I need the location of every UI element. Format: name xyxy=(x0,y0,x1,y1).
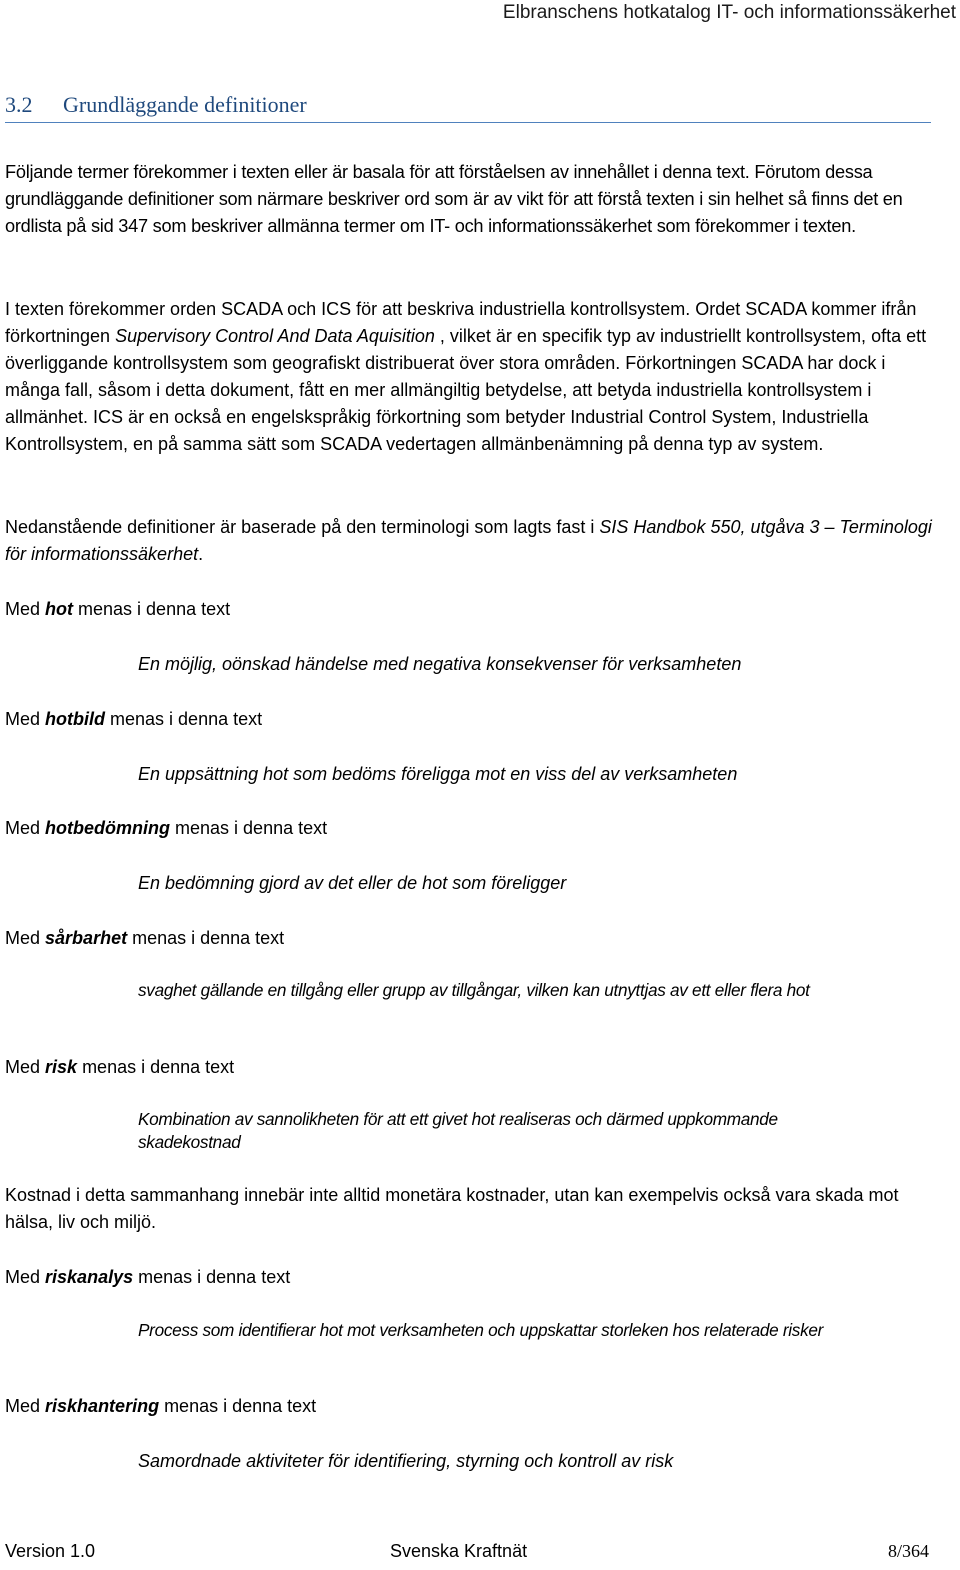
term-prefix: Med xyxy=(5,1267,46,1287)
term-sarbarhet: sårbarhet xyxy=(45,928,128,948)
basis-end: . xyxy=(198,544,204,564)
definition-sarbarhet: svaghet gällande en tillgång eller grupp av tillgångar, vilken kan utnyttjas av ett eller flera hot xyxy=(138,980,810,1000)
footer-page-number: 8/364 xyxy=(887,1541,929,1561)
term-prefix: Med xyxy=(5,599,46,619)
term-hotbedomning: hotbedömning xyxy=(45,818,171,838)
term-suffix: menas i denna text xyxy=(133,1267,291,1287)
term-line-hotbedomning xyxy=(5,815,327,842)
basis-text: Nedanstående definitioner är baserade på den terminologi som lagts fast i xyxy=(5,517,600,537)
term-hot: hot xyxy=(45,599,74,619)
term-suffix: menas i denna text xyxy=(127,928,285,948)
term-line-risk xyxy=(5,1054,234,1081)
definition-riskanalys: Process som identifierar hot mot verksamheten och uppskattar storleken hos relaterade risker xyxy=(138,1320,824,1340)
definition-hotbedomning: En bedömning gjord av det eller de hot som föreligger xyxy=(138,873,567,893)
term-suffix: menas i denna text xyxy=(170,818,328,838)
term-suffix: menas i denna text xyxy=(105,709,263,729)
definition-riskhantering: Samordnade aktiviteter för identifiering, styrning och kontroll av risk xyxy=(138,1451,674,1471)
term-suffix: menas i denna text xyxy=(77,1057,235,1077)
term-prefix: Med xyxy=(5,818,46,838)
footer-organization: Svenska Kraftnät xyxy=(390,1541,528,1561)
term-line-riskhantering xyxy=(5,1393,316,1420)
kostnad-paragraph: Kostnad i detta sammanhang innebär inte alltid monetära kostnader, utan kan exempelvis också vara skada mot hälsa, liv och miljö. xyxy=(5,1185,899,1232)
term-risk: risk xyxy=(45,1057,78,1077)
definition-hotbild: En uppsättning hot som bedöms föreligga mot en viss del av verksamheten xyxy=(138,764,738,784)
term-line-hot xyxy=(5,596,230,623)
term-riskanalys: riskanalys xyxy=(45,1267,134,1287)
term-prefix: Med xyxy=(5,1396,46,1416)
term-suffix: menas i denna text xyxy=(73,599,231,619)
scada-paragraph xyxy=(5,296,933,458)
scada-text-end: , vilket är en specifik typ av industriellt kontrollsystem, ofta ett överliggande kontrollsystem som geografiskt distribuerat över stora områden. Förkortningen SCADA har dock i många fall, såsom i detta dokument, fått en mer allmängiltig betydelse, att betyda industriella kontrollsystem i allmänhet. ICS är en också en engelskspråkig förkortning som betyder Industrial Control System, Industriella Kontrollsystem, en på samma sätt som SCADA vedertagen allmänbenämning på denna typ av system. xyxy=(5,326,927,454)
term-line-riskanalys xyxy=(5,1264,290,1291)
term-prefix: Med xyxy=(5,928,46,948)
term-hotbild: hotbild xyxy=(45,709,106,729)
definition-hot: En möjlig, oönskad händelse med negativa konsekvenser för verksamheten xyxy=(138,654,742,674)
intro-paragraph: Följande termer förekommer i texten eller är basala för att förståelsen av innehållet i denna text. Förutom dessa grundläggande definitioner som närmare beskriver ord som är av vikt för att förstå texten i sin helhet så finns det en ordlista på sid 347 som beskriver allmänna termer om IT- och informationssäkerhet som förekommer i texten. xyxy=(5,162,903,236)
section-number: 3.2 xyxy=(5,92,33,117)
term-line-sarbarhet xyxy=(5,925,284,952)
section-heading xyxy=(5,92,307,118)
scada-text-start: I texten förekommer orden SCADA och ICS för att beskriva industriella kontrollsystem. Ordet SCADA kommer ifrån förkortningen xyxy=(5,299,917,346)
definition-risk: Kombination av sannolikheten för att ett givet hot realiseras och därmed uppkommande skadekostnad xyxy=(138,1109,778,1152)
term-line-hotbild xyxy=(5,706,262,733)
footer-version: Version 1.0 xyxy=(5,1541,96,1561)
term-riskhantering: riskhantering xyxy=(45,1396,160,1416)
basis-reference: SIS Handbok 550, utgåva 3 – Terminologi för informationssäkerhet xyxy=(5,517,932,564)
scada-expansion: Supervisory Control And Data Aquisition xyxy=(115,326,435,346)
term-prefix: Med xyxy=(5,1057,46,1077)
section-title: Grundläggande definitioner xyxy=(63,92,307,117)
running-header-title: Elbranschens hotkatalog IT- och informationssäkerhet xyxy=(502,2,956,23)
term-suffix: menas i denna text xyxy=(159,1396,317,1416)
basis-paragraph xyxy=(5,514,933,568)
heading-underline xyxy=(5,122,931,123)
term-prefix: Med xyxy=(5,709,46,729)
